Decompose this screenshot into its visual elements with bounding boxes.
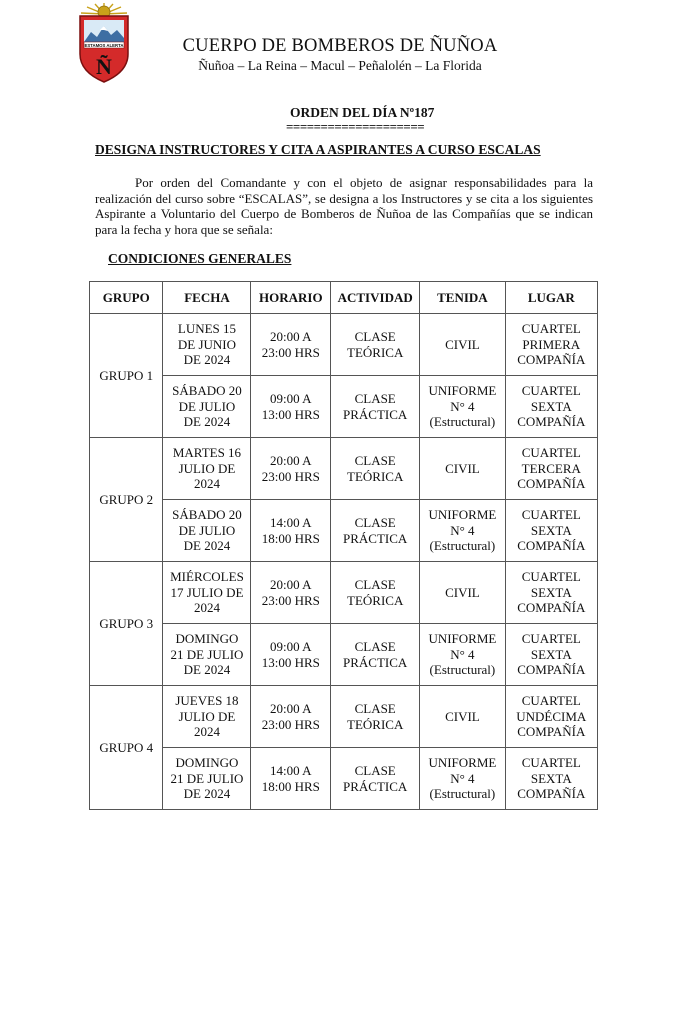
horario-cell: 20:00 A 23:00 HRS	[251, 562, 331, 624]
column-header-actividad: ACTIVIDAD	[331, 282, 420, 314]
fecha-cell: SÁBADO 20 DE JULIO DE 2024	[163, 500, 251, 562]
tenida-cell: CIVIL	[420, 438, 505, 500]
actividad-cell: CLASE TEÓRICA	[331, 686, 420, 748]
horario-cell: 09:00 A 13:00 HRS	[251, 624, 331, 686]
title-divider: ====================	[286, 119, 425, 134]
column-header-lugar: LUGAR	[505, 282, 597, 314]
fecha-cell: DOMINGO 21 DE JULIO DE 2024	[163, 748, 251, 810]
column-header-horario: HORARIO	[251, 282, 331, 314]
column-header-fecha: FECHA	[163, 282, 251, 314]
group-name-cell: GRUPO 4	[90, 686, 163, 810]
table-row	[90, 500, 598, 562]
fecha-cell: SÁBADO 20 DE JULIO DE 2024	[163, 376, 251, 438]
lugar-cell: CUARTEL PRIMERA COMPAÑÍA	[505, 314, 597, 376]
horario-cell: 14:00 A 18:00 HRS	[251, 748, 331, 810]
actividad-cell: CLASE PRÁCTICA	[331, 376, 420, 438]
table-row	[90, 562, 598, 624]
fecha-cell: LUNES 15 DE JUNIO DE 2024	[163, 314, 251, 376]
tenida-cell: CIVIL	[420, 686, 505, 748]
actividad-cell: CLASE PRÁCTICA	[331, 500, 420, 562]
lugar-cell: CUARTEL SEXTA COMPAÑÍA	[505, 624, 597, 686]
tenida-cell: UNIFORME N° 4 (Estructural)	[420, 748, 505, 810]
communes-line: Ñuñoa – La Reina – Macul – Peñalolén – La Florida	[198, 58, 482, 73]
order-body-paragraph: Por orden del Comandante y con el objeto de asignar responsabilidades para la realización del curso sobre “ESCALAS”, se designa a los Instructores y se cita a los siguientes Aspirante a Voluntario del Cuerpo de Bomberos de Ñuñoa de las Compañías que se indican para la fecha y hora que se señala:	[95, 175, 593, 237]
column-header-tenida: TENIDA	[420, 282, 505, 314]
lugar-cell: CUARTEL SEXTA COMPAÑÍA	[505, 748, 597, 810]
table-row	[90, 686, 598, 748]
tenida-cell: CIVIL	[420, 314, 505, 376]
table-row	[90, 438, 598, 500]
fecha-cell: DOMINGO 21 DE JULIO DE 2024	[163, 624, 251, 686]
tenida-cell: CIVIL	[420, 562, 505, 624]
actividad-cell: CLASE TEÓRICA	[331, 438, 420, 500]
conditions-heading: CONDICIONES GENERALES	[108, 251, 292, 266]
fecha-cell: JUEVES 18 JULIO DE 2024	[163, 686, 251, 748]
tenida-cell: UNIFORME N° 4 (Estructural)	[420, 500, 505, 562]
organization-name: CUERPO DE BOMBEROS DE ÑUÑOA	[182, 36, 498, 56]
schedule-table	[89, 281, 598, 810]
fire-department-crest-logo	[73, 2, 135, 84]
lugar-cell: CUARTEL SEXTA COMPAÑÍA	[505, 500, 597, 562]
actividad-cell: CLASE TEÓRICA	[331, 314, 420, 376]
fecha-cell: MIÉRCOLES 17 JULIO DE 2024	[163, 562, 251, 624]
lugar-cell: CUARTEL SEXTA COMPAÑÍA	[505, 376, 597, 438]
group-name-cell: GRUPO 2	[90, 438, 163, 562]
group-name-cell: GRUPO 1	[90, 314, 163, 438]
lugar-cell: CUARTEL SEXTA COMPAÑÍA	[505, 562, 597, 624]
svg-text:Ñ: Ñ	[96, 54, 112, 79]
horario-cell: 20:00 A 23:00 HRS	[251, 314, 331, 376]
actividad-cell: CLASE PRÁCTICA	[331, 748, 420, 810]
actividad-cell: CLASE PRÁCTICA	[331, 624, 420, 686]
table-row	[90, 314, 598, 376]
table-row	[90, 748, 598, 810]
actividad-cell: CLASE TEÓRICA	[331, 562, 420, 624]
group-name-cell: GRUPO 3	[90, 562, 163, 686]
table-row	[90, 376, 598, 438]
table-header-row	[90, 282, 598, 314]
svg-text:ESTAMOS ALERTA: ESTAMOS ALERTA	[84, 43, 124, 48]
tenida-cell: UNIFORME N° 4 (Estructural)	[420, 376, 505, 438]
horario-cell: 20:00 A 23:00 HRS	[251, 438, 331, 500]
tenida-cell: UNIFORME N° 4 (Estructural)	[420, 624, 505, 686]
lugar-cell: CUARTEL UNDÉCIMA COMPAÑÍA	[505, 686, 597, 748]
order-title: ORDEN DEL DÍA Nº187	[290, 105, 435, 120]
order-subject: DESIGNA INSTRUCTORES Y CITA A ASPIRANTES A CURSO ESCALAS	[95, 142, 541, 157]
column-header-grupo: GRUPO	[90, 282, 163, 314]
horario-cell: 14:00 A 18:00 HRS	[251, 500, 331, 562]
horario-cell: 09:00 A 13:00 HRS	[251, 376, 331, 438]
horario-cell: 20:00 A 23:00 HRS	[251, 686, 331, 748]
table-row	[90, 624, 598, 686]
fecha-cell: MARTES 16 JULIO DE 2024	[163, 438, 251, 500]
lugar-cell: CUARTEL TERCERA COMPAÑÍA	[505, 438, 597, 500]
